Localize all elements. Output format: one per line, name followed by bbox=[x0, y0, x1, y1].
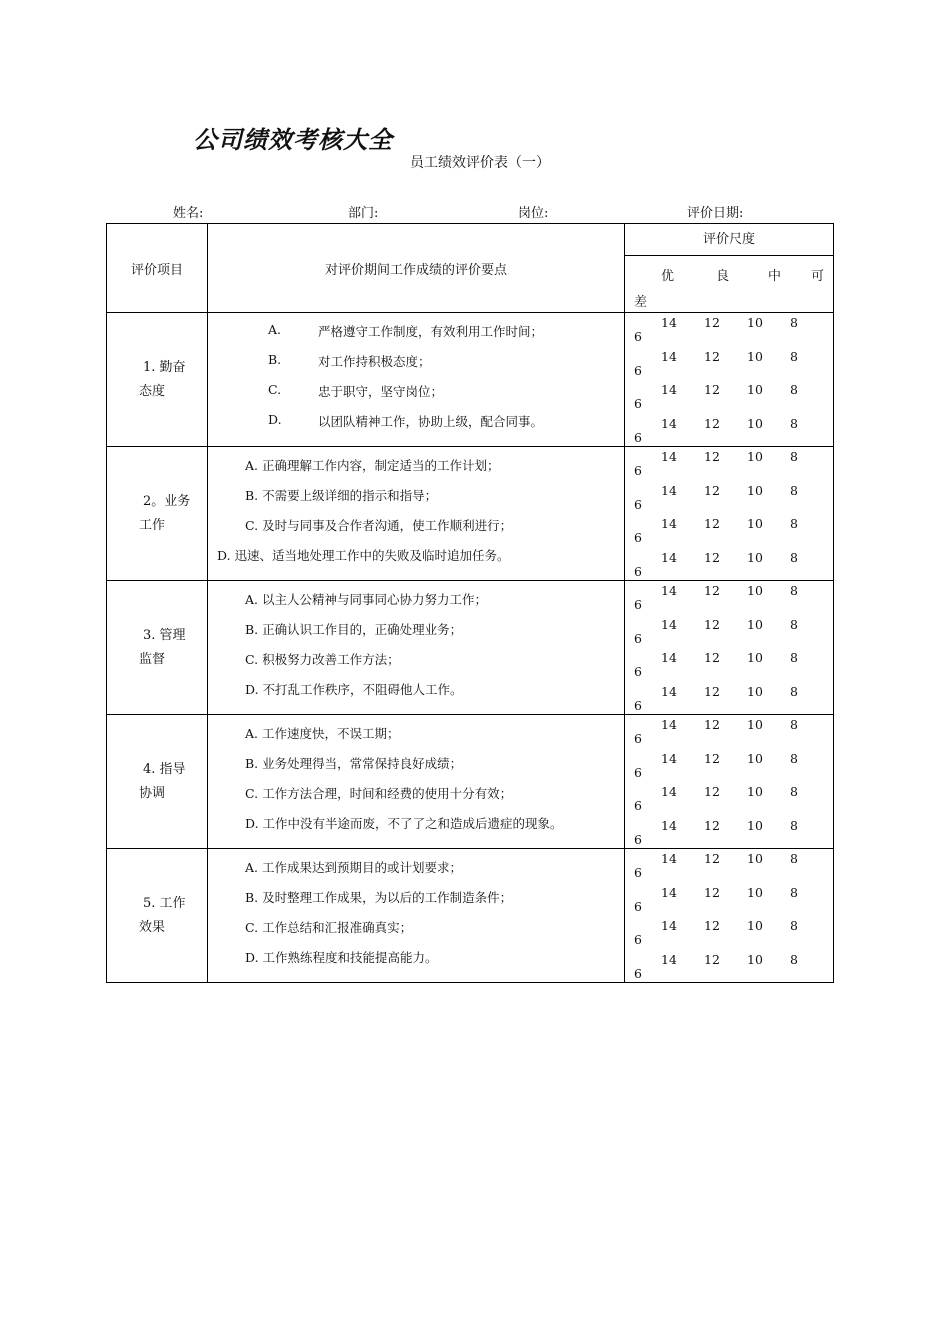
score-value: 10 bbox=[747, 583, 763, 598]
score-value: 8 bbox=[790, 449, 798, 464]
score-value: 8 bbox=[790, 549, 798, 565]
score-value: 10 bbox=[747, 750, 763, 766]
score-value-poor: 6 bbox=[634, 965, 642, 981]
evaluation-point bbox=[268, 352, 431, 369]
score-value: 14 bbox=[661, 382, 677, 397]
score-value-poor: 6 bbox=[634, 329, 642, 344]
evaluation-point bbox=[245, 680, 463, 698]
category-cell bbox=[107, 581, 208, 715]
score-value: 12 bbox=[704, 650, 720, 665]
point-text: 以团队精神工作，协助上级，配合同事。 bbox=[318, 414, 544, 429]
score-row bbox=[625, 782, 833, 815]
score-value: 8 bbox=[790, 415, 798, 431]
header-points: 对评价期间工作成绩的评价要点 bbox=[208, 224, 625, 313]
score-value: 8 bbox=[790, 717, 798, 732]
evaluation-point bbox=[245, 486, 437, 504]
scores-cell bbox=[625, 447, 834, 581]
category-row bbox=[107, 447, 834, 581]
category-label-line2: 工作 bbox=[139, 517, 166, 533]
points-cell bbox=[208, 313, 625, 447]
point-letter: B. bbox=[268, 352, 282, 367]
header-scale-levels bbox=[625, 256, 834, 313]
score-row bbox=[625, 481, 833, 514]
category-cell bbox=[107, 313, 208, 447]
score-value: 12 bbox=[704, 884, 720, 900]
point-text: D. 不打乱工作秩序，不阻碍他人工作。 bbox=[245, 682, 463, 697]
point-text: A. 以主人公精神与同事同心协力努力工作； bbox=[245, 592, 487, 607]
score-value: 10 bbox=[747, 449, 763, 464]
score-value-poor: 6 bbox=[634, 362, 642, 378]
main-title: 公司绩效考核大全 bbox=[193, 126, 393, 154]
category-row bbox=[107, 715, 834, 849]
point-text: B. 正确认识工作目的，正确处理业务； bbox=[245, 622, 463, 637]
score-value: 14 bbox=[661, 884, 677, 900]
score-row bbox=[625, 950, 833, 983]
name-label: 姓名: bbox=[173, 206, 204, 221]
score-value: 12 bbox=[704, 851, 720, 866]
score-value-poor: 6 bbox=[634, 429, 642, 445]
score-value-poor: 6 bbox=[634, 597, 642, 612]
category-row bbox=[107, 581, 834, 715]
form-title: 员工绩效评价表（一） bbox=[410, 155, 550, 171]
score-value: 14 bbox=[661, 851, 677, 866]
score-value: 10 bbox=[747, 315, 763, 330]
category-label-line2: 协调 bbox=[139, 785, 166, 801]
score-value: 14 bbox=[661, 415, 677, 431]
score-value-poor: 6 bbox=[634, 463, 642, 478]
score-row bbox=[625, 883, 833, 916]
category-label-line1: 4. 指导 bbox=[143, 761, 186, 777]
score-value-poor: 6 bbox=[634, 831, 642, 847]
score-row bbox=[625, 447, 833, 480]
evaluation-point bbox=[268, 322, 544, 339]
score-value: 14 bbox=[661, 817, 677, 833]
category-label-line2: 监督 bbox=[139, 651, 166, 667]
score-value: 8 bbox=[790, 918, 798, 933]
level-poor: 差 bbox=[634, 295, 648, 310]
evaluation-point bbox=[245, 516, 512, 534]
level-fair: 可 bbox=[811, 269, 825, 284]
category-label bbox=[107, 490, 207, 538]
evaluation-point bbox=[245, 456, 499, 474]
point-text: A. 工作成果达到预期目的或计划要求； bbox=[245, 860, 462, 875]
score-value: 14 bbox=[661, 516, 677, 531]
evaluation-point bbox=[245, 814, 563, 832]
points-cell bbox=[208, 581, 625, 715]
score-value: 8 bbox=[790, 382, 798, 397]
evaluation-point bbox=[245, 948, 438, 966]
score-value: 12 bbox=[704, 817, 720, 833]
evaluation-table bbox=[106, 223, 834, 983]
points-cell bbox=[208, 849, 625, 983]
point-text: A. 工作速度快，不误工期； bbox=[245, 726, 400, 741]
category-cell bbox=[107, 447, 208, 581]
point-text: C. 工作总结和汇报准确真实； bbox=[245, 920, 413, 935]
score-value: 10 bbox=[747, 817, 763, 833]
points-cell bbox=[208, 715, 625, 849]
score-row bbox=[625, 615, 833, 648]
category-label-line1: 2。业务 bbox=[143, 493, 191, 509]
score-value: 10 bbox=[747, 683, 763, 699]
point-text: D. 工作熟练程度和技能提高能力。 bbox=[245, 950, 438, 965]
score-value: 14 bbox=[661, 348, 677, 364]
score-value: 12 bbox=[704, 315, 720, 330]
score-value: 12 bbox=[704, 516, 720, 531]
point-text: B. 及时整理工作成果，为以后的工作制造条件； bbox=[245, 890, 513, 905]
score-value-poor: 6 bbox=[634, 697, 642, 713]
score-value: 12 bbox=[704, 549, 720, 565]
point-letter: A. bbox=[268, 322, 282, 337]
score-value: 14 bbox=[661, 951, 677, 967]
score-value-poor: 6 bbox=[634, 630, 642, 646]
score-value: 10 bbox=[747, 348, 763, 364]
score-value: 12 bbox=[704, 415, 720, 431]
score-value-poor: 6 bbox=[634, 563, 642, 579]
evaluation-point bbox=[268, 412, 544, 429]
score-value: 10 bbox=[747, 951, 763, 967]
category-label-line1: 5. 工作 bbox=[143, 895, 186, 911]
score-row bbox=[625, 380, 833, 413]
header-item: 评价项目 bbox=[107, 224, 208, 313]
point-text: 严格遵守工作制度，有效利用工作时间； bbox=[318, 324, 544, 339]
scores-cell bbox=[625, 581, 834, 715]
score-value: 8 bbox=[790, 683, 798, 699]
category-label bbox=[107, 892, 207, 940]
score-row bbox=[625, 682, 833, 715]
score-row bbox=[625, 548, 833, 581]
score-value-poor: 6 bbox=[634, 764, 642, 780]
category-label-line1: 1. 勤奋 bbox=[143, 359, 186, 375]
score-value: 8 bbox=[790, 482, 798, 498]
point-text: B. 业务处理得当，常常保持良好成绩； bbox=[245, 756, 463, 771]
score-value: 14 bbox=[661, 315, 677, 330]
evaluation-point bbox=[217, 546, 510, 564]
score-value: 14 bbox=[661, 683, 677, 699]
point-text: 对工作持积极态度； bbox=[318, 354, 431, 369]
score-value: 10 bbox=[747, 616, 763, 632]
point-text: D. 迅速、适当地处理工作中的失败及临时追加任务。 bbox=[217, 548, 510, 563]
score-value: 12 bbox=[704, 616, 720, 632]
score-value: 14 bbox=[661, 918, 677, 933]
score-value: 12 bbox=[704, 951, 720, 967]
evaluation-point bbox=[245, 590, 487, 608]
evaluation-point bbox=[245, 888, 512, 906]
score-value: 8 bbox=[790, 884, 798, 900]
scores-cell bbox=[625, 715, 834, 849]
score-row bbox=[625, 749, 833, 782]
category-row bbox=[107, 849, 834, 983]
score-value: 8 bbox=[790, 583, 798, 598]
category-cell bbox=[107, 715, 208, 849]
scores-cell bbox=[625, 313, 834, 447]
score-value: 10 bbox=[747, 884, 763, 900]
score-value: 8 bbox=[790, 951, 798, 967]
score-value: 14 bbox=[661, 717, 677, 732]
scores-cell bbox=[625, 849, 834, 983]
score-value: 10 bbox=[747, 918, 763, 933]
evaluation-point bbox=[245, 918, 412, 936]
evaluation-point bbox=[245, 650, 400, 668]
score-value: 14 bbox=[661, 750, 677, 766]
score-value-poor: 6 bbox=[634, 731, 642, 746]
score-value: 10 bbox=[747, 382, 763, 397]
score-row bbox=[625, 816, 833, 849]
score-value: 10 bbox=[747, 516, 763, 531]
category-label bbox=[107, 356, 207, 404]
score-value: 14 bbox=[661, 650, 677, 665]
score-value: 12 bbox=[704, 583, 720, 598]
score-row bbox=[625, 715, 833, 748]
score-value: 14 bbox=[661, 583, 677, 598]
category-row bbox=[107, 313, 834, 447]
category-label-line1: 3. 管理 bbox=[143, 627, 186, 643]
score-value: 8 bbox=[790, 348, 798, 364]
score-row bbox=[625, 347, 833, 380]
score-value: 12 bbox=[704, 382, 720, 397]
evaluation-point bbox=[245, 784, 512, 802]
score-value-poor: 6 bbox=[634, 932, 642, 947]
department-label: 部门: bbox=[348, 206, 379, 221]
level-good: 良 bbox=[716, 269, 730, 284]
point-text: A. 正确理解工作内容，制定适当的工作计划； bbox=[245, 458, 500, 473]
score-value-poor: 6 bbox=[634, 898, 642, 914]
category-label bbox=[107, 758, 207, 806]
score-value: 10 bbox=[747, 549, 763, 565]
score-value: 14 bbox=[661, 449, 677, 464]
score-value: 12 bbox=[704, 750, 720, 766]
score-value-poor: 6 bbox=[634, 664, 642, 679]
score-value: 14 bbox=[661, 482, 677, 498]
points-cell bbox=[208, 447, 625, 581]
category-label-line2: 态度 bbox=[139, 383, 166, 399]
score-value: 8 bbox=[790, 851, 798, 866]
score-value: 8 bbox=[790, 750, 798, 766]
score-row bbox=[625, 313, 833, 346]
evaluation-point bbox=[245, 620, 462, 638]
score-value: 8 bbox=[790, 315, 798, 330]
score-value: 10 bbox=[747, 717, 763, 732]
score-value: 12 bbox=[704, 918, 720, 933]
category-label-line2: 效果 bbox=[139, 919, 166, 935]
score-value-poor: 6 bbox=[634, 496, 642, 512]
score-value: 8 bbox=[790, 817, 798, 833]
score-value-poor: 6 bbox=[634, 530, 642, 545]
point-letter: D. bbox=[268, 412, 282, 427]
point-text: C. 及时与同事及合作者沟通，使工作顺利进行； bbox=[245, 518, 513, 533]
score-row bbox=[625, 648, 833, 681]
score-value: 10 bbox=[747, 784, 763, 799]
category-label bbox=[107, 624, 207, 672]
point-text: D. 工作中没有半途而废，不了了之和造成后遗症的现象。 bbox=[245, 816, 563, 831]
score-value: 14 bbox=[661, 549, 677, 565]
score-value: 10 bbox=[747, 482, 763, 498]
score-value-poor: 6 bbox=[634, 798, 642, 813]
score-value: 12 bbox=[704, 482, 720, 498]
score-row bbox=[625, 849, 833, 882]
score-value: 14 bbox=[661, 784, 677, 799]
score-row bbox=[625, 514, 833, 547]
evaluation-point bbox=[245, 724, 399, 742]
score-value: 10 bbox=[747, 851, 763, 866]
score-value: 12 bbox=[704, 717, 720, 732]
point-text: C. 积极努力改善工作方法； bbox=[245, 652, 400, 667]
score-row bbox=[625, 581, 833, 614]
score-value-poor: 6 bbox=[634, 396, 642, 411]
point-letter: C. bbox=[268, 382, 282, 397]
score-value: 8 bbox=[790, 516, 798, 531]
score-value: 12 bbox=[704, 784, 720, 799]
score-row bbox=[625, 916, 833, 949]
point-text: B. 不需要上级详细的指示和指导； bbox=[245, 488, 438, 503]
score-row bbox=[625, 414, 833, 447]
score-value-poor: 6 bbox=[634, 865, 642, 880]
level-excellent: 优 bbox=[661, 269, 675, 284]
point-text: 忠于职守，坚守岗位； bbox=[318, 384, 444, 399]
header-scale: 评价尺度 bbox=[625, 224, 834, 256]
evaluation-point bbox=[268, 382, 444, 399]
evaluation-point bbox=[245, 754, 462, 772]
score-value: 12 bbox=[704, 348, 720, 364]
score-value: 8 bbox=[790, 616, 798, 632]
point-text: C. 工作方法合理，时间和经费的使用十分有效； bbox=[245, 786, 513, 801]
score-value: 8 bbox=[790, 650, 798, 665]
evaluation-point bbox=[245, 858, 462, 876]
score-value: 10 bbox=[747, 415, 763, 431]
category-cell bbox=[107, 849, 208, 983]
post-label: 岗位: bbox=[518, 206, 549, 221]
score-value: 12 bbox=[704, 683, 720, 699]
score-value: 10 bbox=[747, 650, 763, 665]
score-value: 8 bbox=[790, 784, 798, 799]
score-value: 14 bbox=[661, 616, 677, 632]
score-value: 12 bbox=[704, 449, 720, 464]
level-average: 中 bbox=[768, 269, 782, 284]
evaluation-date-label: 评价日期: bbox=[687, 206, 744, 221]
